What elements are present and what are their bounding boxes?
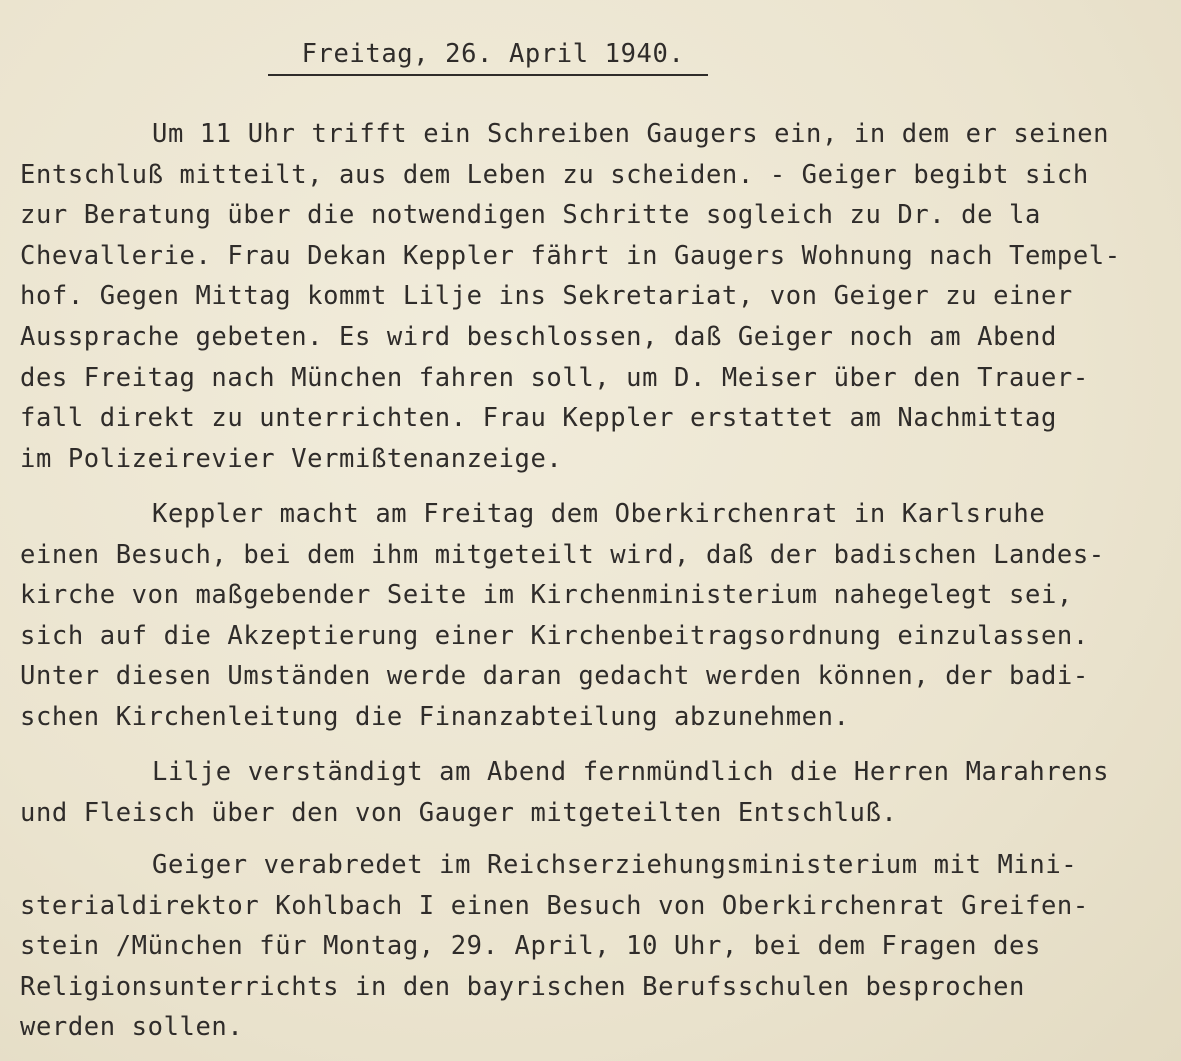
text-line: Unter diesen Umständen werde daran gedacht werden können, der badi- bbox=[20, 661, 1089, 692]
text-line: Aussprache gebeten. Es wird beschlossen, daß Geiger noch am Abend bbox=[20, 321, 1057, 352]
paragraph-3 bbox=[20, 752, 1170, 833]
text-line: Religionsunterrichts in den bayrischen Berufsschulen besprochen bbox=[20, 971, 1025, 1002]
paragraph-4 bbox=[20, 845, 1170, 1048]
text-line: Entschluß mitteilt, aus dem Leben zu scheiden. - Geiger begibt sich bbox=[20, 159, 1089, 190]
text-line: zur Beratung über die notwendigen Schritte sogleich zu Dr. de la bbox=[20, 200, 1041, 231]
text-line: kirche von maßgebender Seite im Kirchenministerium nahegelegt sei, bbox=[20, 580, 1073, 611]
text-line: stein /München für Montag, 29. April, 10 Uhr, bei dem Fragen des bbox=[20, 931, 1041, 962]
text-line: und Fleisch über den von Gauger mitgeteilten Entschluß. bbox=[20, 797, 898, 828]
text-line: Geiger verabredet im Reichserziehungsministerium mit Mini- bbox=[152, 850, 1078, 880]
text-line: sich auf die Akzeptierung einer Kirchenbeitragsordnung einzulassen. bbox=[20, 620, 1089, 651]
paragraph-1 bbox=[20, 114, 1170, 479]
text-line: Keppler macht am Freitag dem Oberkirchenrat in Karlsruhe bbox=[152, 499, 1046, 529]
paragraph-2 bbox=[20, 494, 1170, 738]
text-line: einen Besuch, bei dem ihm mitgeteilt wird, daß der badischen Landes- bbox=[20, 539, 1105, 570]
text-line: fall direkt zu unterrichten. Frau Keppler erstattet am Nachmittag bbox=[20, 403, 1057, 434]
text-line: sterialdirektor Kohlbach I einen Besuch von Oberkirchenrat Greifen- bbox=[20, 890, 1089, 921]
text-line: werden sollen. bbox=[20, 1012, 244, 1043]
text-line: Um 11 Uhr trifft ein Schreiben Gaugers ein, in dem er seinen bbox=[152, 119, 1110, 149]
text-line: Lilje verständigt am Abend fernmündlich die Herren Marahrens bbox=[152, 757, 1110, 787]
text-line: im Polizeirevier Vermißtenanzeige. bbox=[20, 443, 563, 474]
text-line: hof. Gegen Mittag kommt Lilje ins Sekretariat, von Geiger zu einer bbox=[20, 281, 1073, 312]
page-title bbox=[268, 34, 708, 76]
text-line: Chevallerie. Frau Dekan Keppler fährt in Gaugers Wohnung nach Tempel- bbox=[20, 240, 1121, 271]
title-text: Freitag, 26. April 1940. bbox=[301, 39, 685, 69]
text-line: schen Kirchenleitung die Finanzabteilung abzunehmen. bbox=[20, 701, 850, 732]
text-line: des Freitag nach München fahren soll, um D. Meiser über den Trauer- bbox=[20, 362, 1089, 393]
